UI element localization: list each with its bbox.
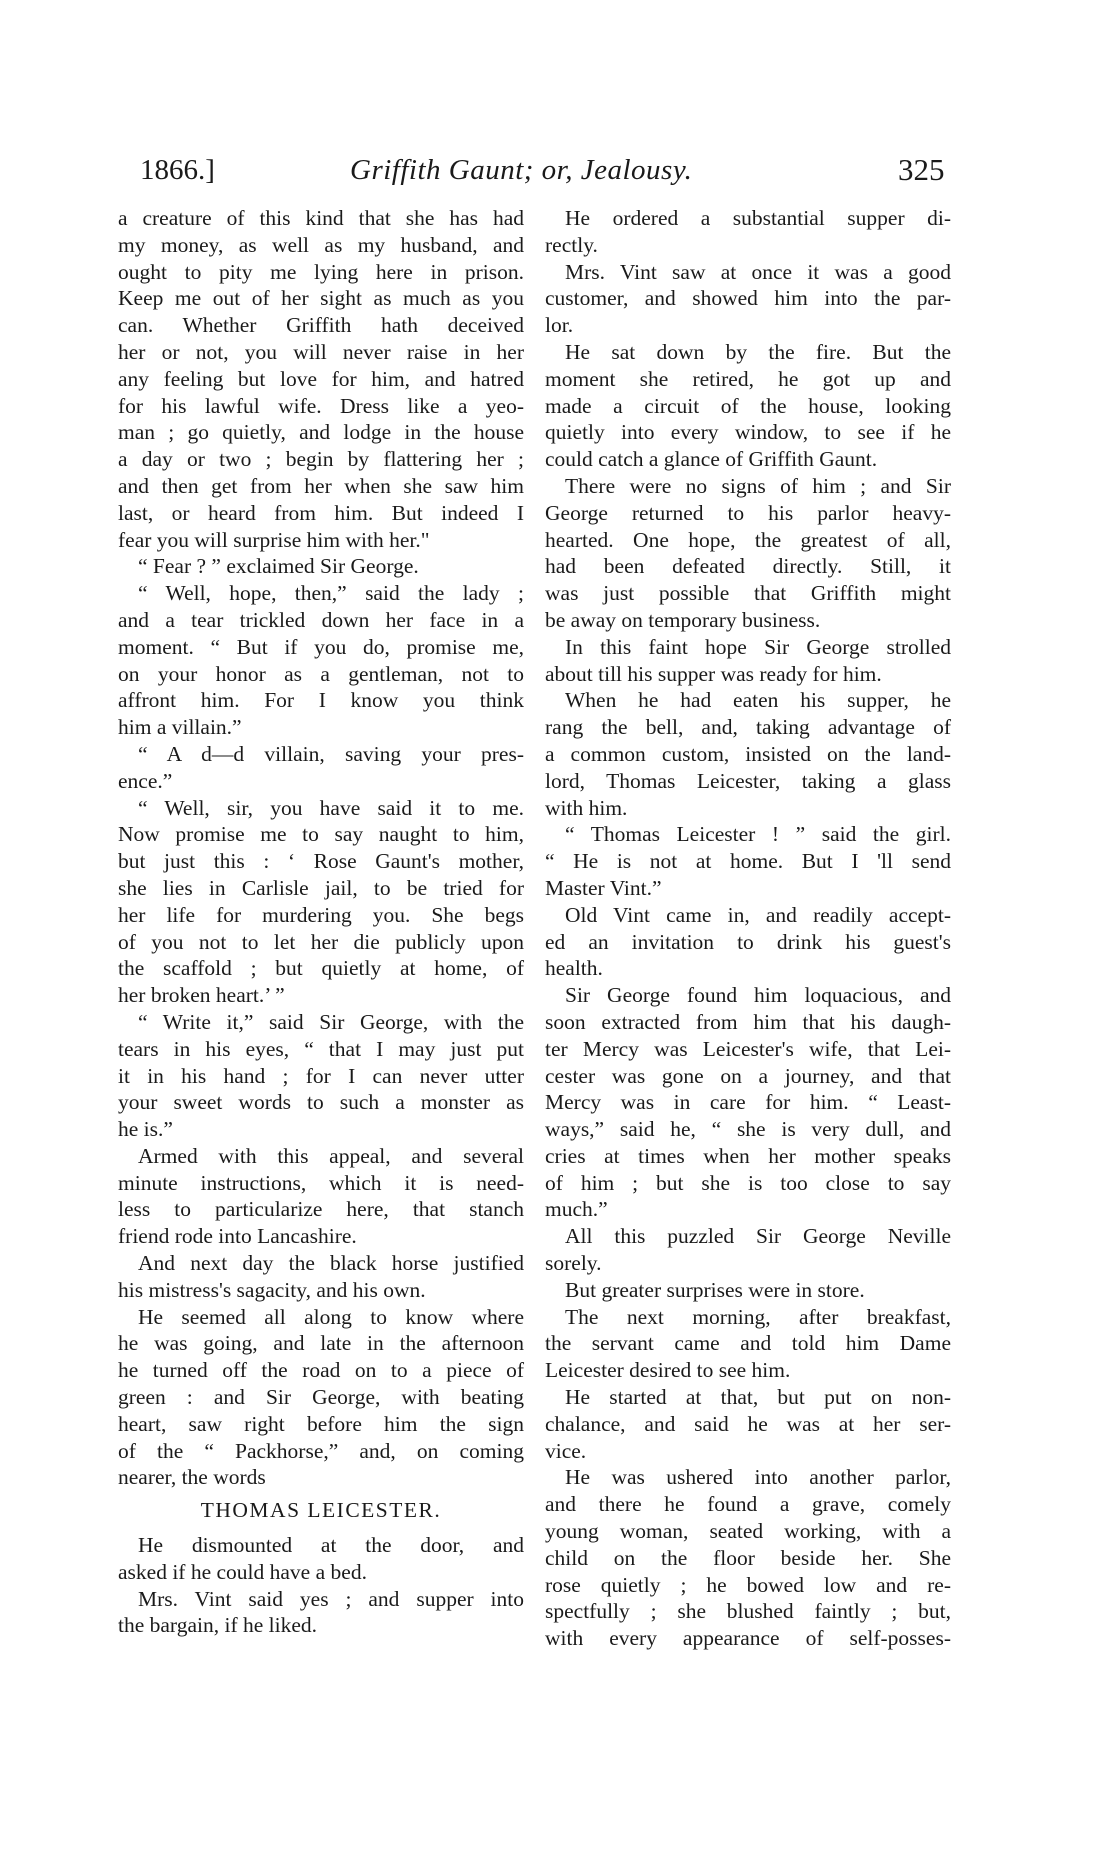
text-line: When he had eaten his supper, he bbox=[565, 688, 951, 713]
text-line: on your honor as a gentleman, not to bbox=[118, 661, 524, 686]
text-line: There were no signs of him ; and Sir bbox=[565, 473, 951, 498]
text-line: any feeling but love for him, and hatred bbox=[118, 366, 524, 391]
text-line: last, or heard from him. But indeed I bbox=[118, 500, 524, 525]
left-column bbox=[118, 205, 524, 1639]
text-line: lor. bbox=[545, 313, 574, 338]
text-line: quietly into every window, to see if he bbox=[545, 420, 951, 445]
text-line: spectfully ; she blushed faintly ; but, bbox=[545, 1599, 951, 1624]
paragraph bbox=[118, 1250, 524, 1304]
text-line: cries at times when her mother speaks bbox=[545, 1143, 951, 1168]
text-line: and there he found a grave, comely bbox=[545, 1492, 951, 1517]
text-line: ways,” said he, “ she is very dull, and bbox=[545, 1117, 951, 1142]
running-header-year: 1866.] bbox=[140, 154, 215, 186]
paragraph bbox=[545, 1304, 951, 1384]
text-line: it in his hand ; for I can never utter bbox=[118, 1063, 524, 1088]
text-line: her or not, you will never raise in her bbox=[118, 339, 524, 364]
text-line: Now promise me to say naught to him, bbox=[118, 822, 524, 847]
text-line: rang the bell, and, taking advantage of bbox=[545, 715, 951, 740]
text-line: the servant came and told him Dame bbox=[545, 1331, 951, 1356]
text-line: young woman, seated working, with a bbox=[545, 1519, 951, 1544]
text-line: Old Vint came in, and readily accept- bbox=[565, 902, 951, 927]
text-line: a common custom, insisted on the land- bbox=[545, 741, 951, 766]
paragraph bbox=[118, 553, 524, 580]
text-line: George returned to his parlor heavy- bbox=[545, 500, 951, 525]
text-line: friend rode into Lancashire. bbox=[118, 1224, 357, 1249]
text-line: ence.” bbox=[118, 768, 173, 793]
paragraph bbox=[545, 473, 951, 634]
text-line: Armed with this appeal, and several bbox=[138, 1143, 524, 1168]
paragraph bbox=[545, 902, 951, 982]
text-line: her life for murdering you. She begs bbox=[118, 902, 524, 927]
text-line: my money, as well as my husband, and bbox=[118, 232, 524, 257]
text-line: He started at that, but put on non- bbox=[565, 1385, 951, 1410]
text-line: He ordered a substantial supper di- bbox=[565, 206, 951, 230]
centered-heading bbox=[118, 1497, 524, 1524]
text-line: “ He is not at home. But I 'll send bbox=[545, 849, 951, 874]
text-line: can. Whether Griffith hath deceived bbox=[118, 313, 524, 338]
paragraph bbox=[118, 580, 524, 741]
text-line: ought to pity me lying here in prison. bbox=[118, 259, 524, 284]
text-line: “ A d—d villain, saving your pres- bbox=[138, 741, 524, 766]
text-line: of you not to let her die publicly upon bbox=[118, 929, 524, 954]
text-line: hearted. One hope, the greatest of all, bbox=[545, 527, 951, 552]
text-line: chalance, and said he was at her ser- bbox=[545, 1411, 951, 1436]
paragraph bbox=[118, 205, 524, 553]
text-line: he was going, and late in the afternoon bbox=[118, 1331, 524, 1356]
paragraph bbox=[545, 634, 951, 688]
running-header-title: Griffith Gaunt; or, Jealousy. bbox=[350, 154, 693, 186]
text-line: could catch a glance of Griffith Gaunt. bbox=[545, 447, 878, 472]
text-line: moment. “ But if you do, promise me, bbox=[118, 634, 524, 659]
text-line: fear you will surprise him with her." bbox=[118, 527, 430, 552]
text-line: made a circuit of the house, looking bbox=[545, 393, 951, 418]
text-line: He dismounted at the door, and bbox=[138, 1533, 524, 1558]
text-line: man ; go quietly, and lodge in the house bbox=[118, 420, 524, 445]
text-line: heart, saw right before him the sign bbox=[118, 1411, 524, 1436]
paragraph bbox=[545, 687, 951, 821]
text-line: was just possible that Griffith might bbox=[545, 581, 951, 606]
text-line: he turned off the road on to a piece of bbox=[118, 1358, 524, 1383]
text-line: her broken heart.’ ” bbox=[118, 983, 285, 1008]
text-line: lord, Thomas Leicester, taking a glass bbox=[545, 768, 951, 793]
paragraph bbox=[118, 1586, 524, 1640]
text-line: Keep me out of her sight as much as you bbox=[118, 286, 524, 311]
text-line: “ Well, hope, then,” said the lady ; bbox=[138, 581, 524, 606]
paragraph bbox=[545, 339, 951, 473]
paragraph bbox=[118, 1009, 524, 1143]
text-line: Leicester desired to see him. bbox=[545, 1358, 791, 1383]
text-line: much.” bbox=[545, 1197, 608, 1222]
paragraph bbox=[118, 1143, 524, 1250]
text-line: customer, and showed him into the par- bbox=[545, 286, 951, 311]
text-line: Mercy was in care for him. “ Least- bbox=[545, 1090, 951, 1115]
text-line: affront him. For I know you think bbox=[118, 688, 524, 713]
text-line: All this puzzled Sir George Neville bbox=[565, 1224, 951, 1249]
text-line: for his lawful wife. Dress like a yeo- bbox=[118, 393, 524, 418]
text-line: about till his supper was ready for him. bbox=[545, 661, 882, 686]
text-line: Master Vint.” bbox=[545, 875, 662, 900]
text-line: the bargain, if he liked. bbox=[118, 1613, 318, 1638]
paragraph bbox=[545, 1464, 951, 1652]
paragraph bbox=[545, 1384, 951, 1464]
text-line: He was ushered into another parlor, bbox=[565, 1465, 951, 1490]
paragraph bbox=[545, 259, 951, 339]
text-line: minute instructions, which it is need- bbox=[118, 1170, 524, 1195]
text-line: a day or two ; begin by flattering her ; bbox=[118, 447, 524, 472]
text-line: ed an invitation to drink his guest's bbox=[545, 929, 951, 954]
text-line: Mrs. Vint saw at once it was a good bbox=[565, 259, 951, 284]
text-line: moment she retired, he got up and bbox=[545, 366, 951, 391]
text-line: soon extracted from him that his daugh- bbox=[545, 1009, 951, 1034]
text-line: had been defeated directly. Still, it bbox=[545, 554, 951, 579]
paragraph bbox=[545, 205, 951, 259]
text-line: cester was gone on a journey, and that bbox=[545, 1063, 951, 1088]
paragraph bbox=[118, 1304, 524, 1492]
text-line: “ Write it,” said Sir George, with the bbox=[138, 1009, 524, 1034]
text-line: asked if he could have a bed. bbox=[118, 1559, 367, 1584]
text-line: but just this : ‘ Rose Gaunt's mother, bbox=[118, 849, 524, 874]
text-line: “ Thomas Leicester ! ” said the girl. bbox=[565, 822, 951, 847]
text-line: THOMAS LEICESTER. bbox=[200, 1498, 442, 1523]
paragraph bbox=[545, 982, 951, 1223]
text-line: child on the floor beside her. She bbox=[545, 1545, 951, 1570]
text-line: less to particularize here, that stanch bbox=[118, 1197, 524, 1222]
text-line: a creature of this kind that she has had bbox=[118, 206, 524, 230]
text-line: ter Mercy was Leicester's wife, that Lei- bbox=[545, 1036, 951, 1061]
text-line: rectly. bbox=[545, 232, 598, 257]
text-line: he is.” bbox=[118, 1117, 173, 1142]
text-line: of the “ Packhorse,” and, on coming bbox=[118, 1438, 524, 1463]
text-line: health. bbox=[545, 956, 603, 981]
right-column bbox=[545, 205, 951, 1652]
text-line: “ Fear ? ” exclaimed Sir George. bbox=[138, 554, 419, 579]
text-line: with him. bbox=[545, 795, 628, 820]
text-line: your sweet words to such a monster as bbox=[118, 1090, 524, 1115]
text-line: him a villain.” bbox=[118, 715, 242, 740]
paragraph bbox=[545, 1223, 951, 1277]
text-line: with every appearance of self-posses- bbox=[545, 1626, 951, 1651]
text-line: “ Well, sir, you have said it to me. bbox=[138, 795, 524, 820]
text-line: his mistress's sagacity, and his own. bbox=[118, 1277, 426, 1302]
paragraph bbox=[545, 821, 951, 901]
text-line: she lies in Carlisle jail, to be tried for bbox=[118, 875, 524, 900]
text-line: nearer, the words bbox=[118, 1465, 266, 1490]
text-line: He seemed all along to know where bbox=[138, 1304, 524, 1329]
text-line: and a tear trickled down her face in a bbox=[118, 607, 524, 632]
text-line: be away on temporary business. bbox=[545, 607, 821, 632]
paragraph bbox=[118, 741, 524, 795]
paragraph bbox=[545, 1277, 951, 1304]
text-line: and then get from her when she saw him bbox=[118, 473, 524, 498]
text-line: He sat down by the fire. But the bbox=[565, 339, 951, 364]
text-line: green : and Sir George, with beating bbox=[118, 1385, 524, 1410]
text-line: sorely. bbox=[545, 1251, 602, 1276]
text-line: Sir George found him loquacious, and bbox=[565, 983, 951, 1008]
text-line: And next day the black horse justified bbox=[138, 1251, 524, 1276]
paragraph bbox=[118, 1532, 524, 1586]
text-line: the scaffold ; but quietly at home, of bbox=[118, 956, 524, 981]
text-line: rose quietly ; he bowed low and re- bbox=[545, 1572, 951, 1597]
page-number: 325 bbox=[898, 152, 945, 187]
text-line: of him ; but she is too close to say bbox=[545, 1170, 951, 1195]
text-line: The next morning, after breakfast, bbox=[565, 1304, 951, 1329]
text-line: Mrs. Vint said yes ; and supper into bbox=[138, 1586, 524, 1611]
text-line: tears in his eyes, “ that I may just put bbox=[118, 1036, 524, 1061]
text-line: But greater surprises were in store. bbox=[565, 1277, 865, 1302]
paragraph bbox=[118, 795, 524, 1009]
text-line: vice. bbox=[545, 1438, 587, 1463]
text-line: In this faint hope Sir George strolled bbox=[565, 634, 951, 659]
